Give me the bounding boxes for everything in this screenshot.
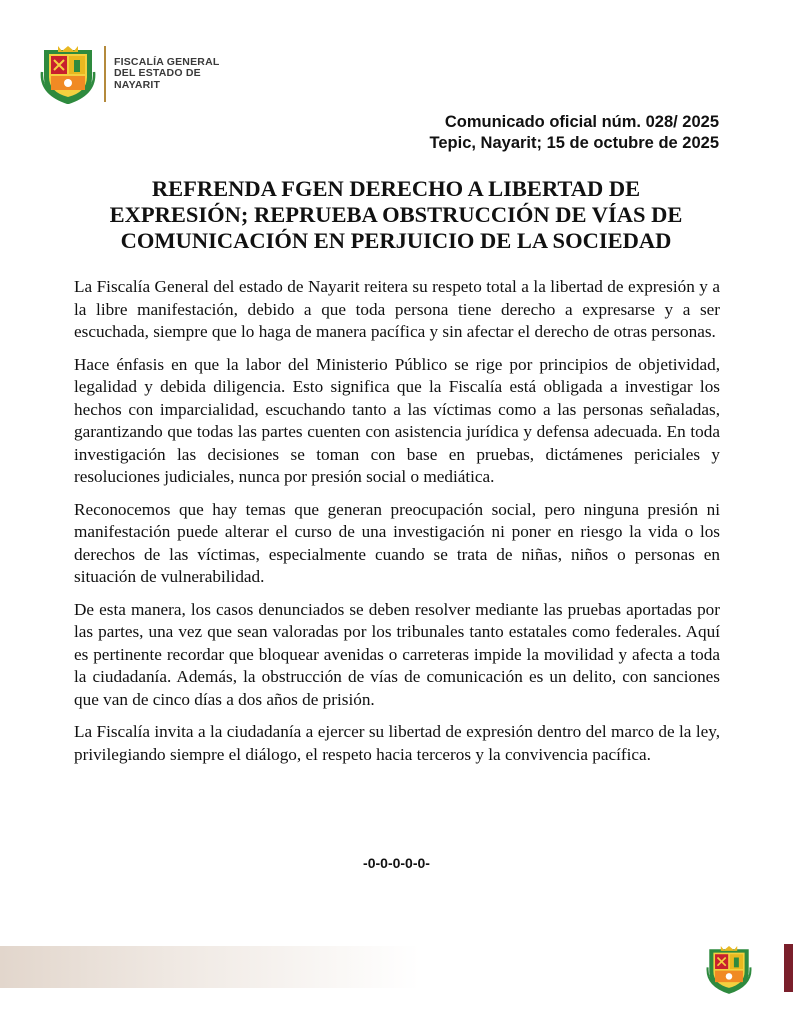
institution-line: NAYARIT (114, 78, 161, 91)
closing-mark: -0-0-0-0-0- (363, 855, 430, 871)
body-paragraph: La Fiscalía invita a la ciudadanía a ejercer su libertad de expresión dentro del marco de la ley, privilegiando siempre el diálogo, el respeto hacia terceros y la convivencia pacífica. (74, 722, 720, 764)
press-release-body (74, 276, 720, 776)
header-divider (104, 46, 106, 102)
body-paragraph: Hace énfasis en que la labor del Ministerio Público se rige por principios de objetividad, legalidad y debida diligencia. Esto significa que la Fiscalía está obligada a investigar los hechos con imparcialidad, escuchando tanto a las víctimas como a las personas señaladas, garantizando que todas las partes cuenten con asistencia jurídica y defensa adecuada. En toda investigación las decisiones se toman con base en pruebas, dictámenes periciales y resoluciones judiciales, nunca por presión social o mediática. (74, 354, 720, 486)
title-line: REFRENDA FGEN DERECHO A LIBERTAD DE (151, 176, 641, 201)
footer-decorative-band (0, 946, 420, 988)
communique-meta (430, 112, 719, 154)
footer-coat-of-arms-icon (706, 944, 752, 994)
body-paragraph: De esta manera, los casos denunciados se deben resolver mediante las pruebas aportadas por las partes, una vez que sean valoradas por los tribunales tanto estatales como federales. Aquí es pertinente recordar que bloquear avenidas o carreteras impide la movilidad y afecta a toda la ciudadanía. Además, la obstrucción de vías de comunicación es un delito, con sanciones que van de cinco días a dos años de prisión. (74, 599, 720, 709)
institution-name (114, 57, 219, 92)
communique-number: Comunicado oficial núm. 028/ 2025 (444, 113, 719, 131)
body-paragraph: Reconocemos que hay temas que generan preocupación social, pero ninguna presión ni manifestación puede alterar el curso de una investigación ni poner en riesgo la vida o los derechos de las víctimas, especialmente cuando se trata de niñas, niños o personas en situación de vulnerabilidad. (74, 499, 720, 586)
title-line: COMUNICACIÓN EN PERJUICIO DE LA SOCIEDAD (120, 228, 672, 253)
institution-line: DEL ESTADO DE (114, 67, 201, 80)
coat-of-arms-icon (40, 44, 96, 104)
press-release-title (60, 176, 732, 254)
footer-maroon-bar (784, 944, 793, 992)
letterhead (40, 44, 219, 104)
place-date: Tepic, Nayarit; 15 de octubre de 2025 (429, 134, 719, 152)
institution-line: FISCALÍA GENERAL (114, 55, 220, 68)
body-paragraph: La Fiscalía General del estado de Nayarit reitera su respeto total a la libertad de expresión y a la libre manifestación, debido a que toda persona tiene derecho a expresarse y a ser escuchada, siempre que lo haga de manera pacífica y sin afectar el derecho de otras personas. (74, 277, 720, 341)
title-line: EXPRESIÓN; REPRUEBA OBSTRUCCIÓN DE VÍAS DE (109, 202, 683, 227)
